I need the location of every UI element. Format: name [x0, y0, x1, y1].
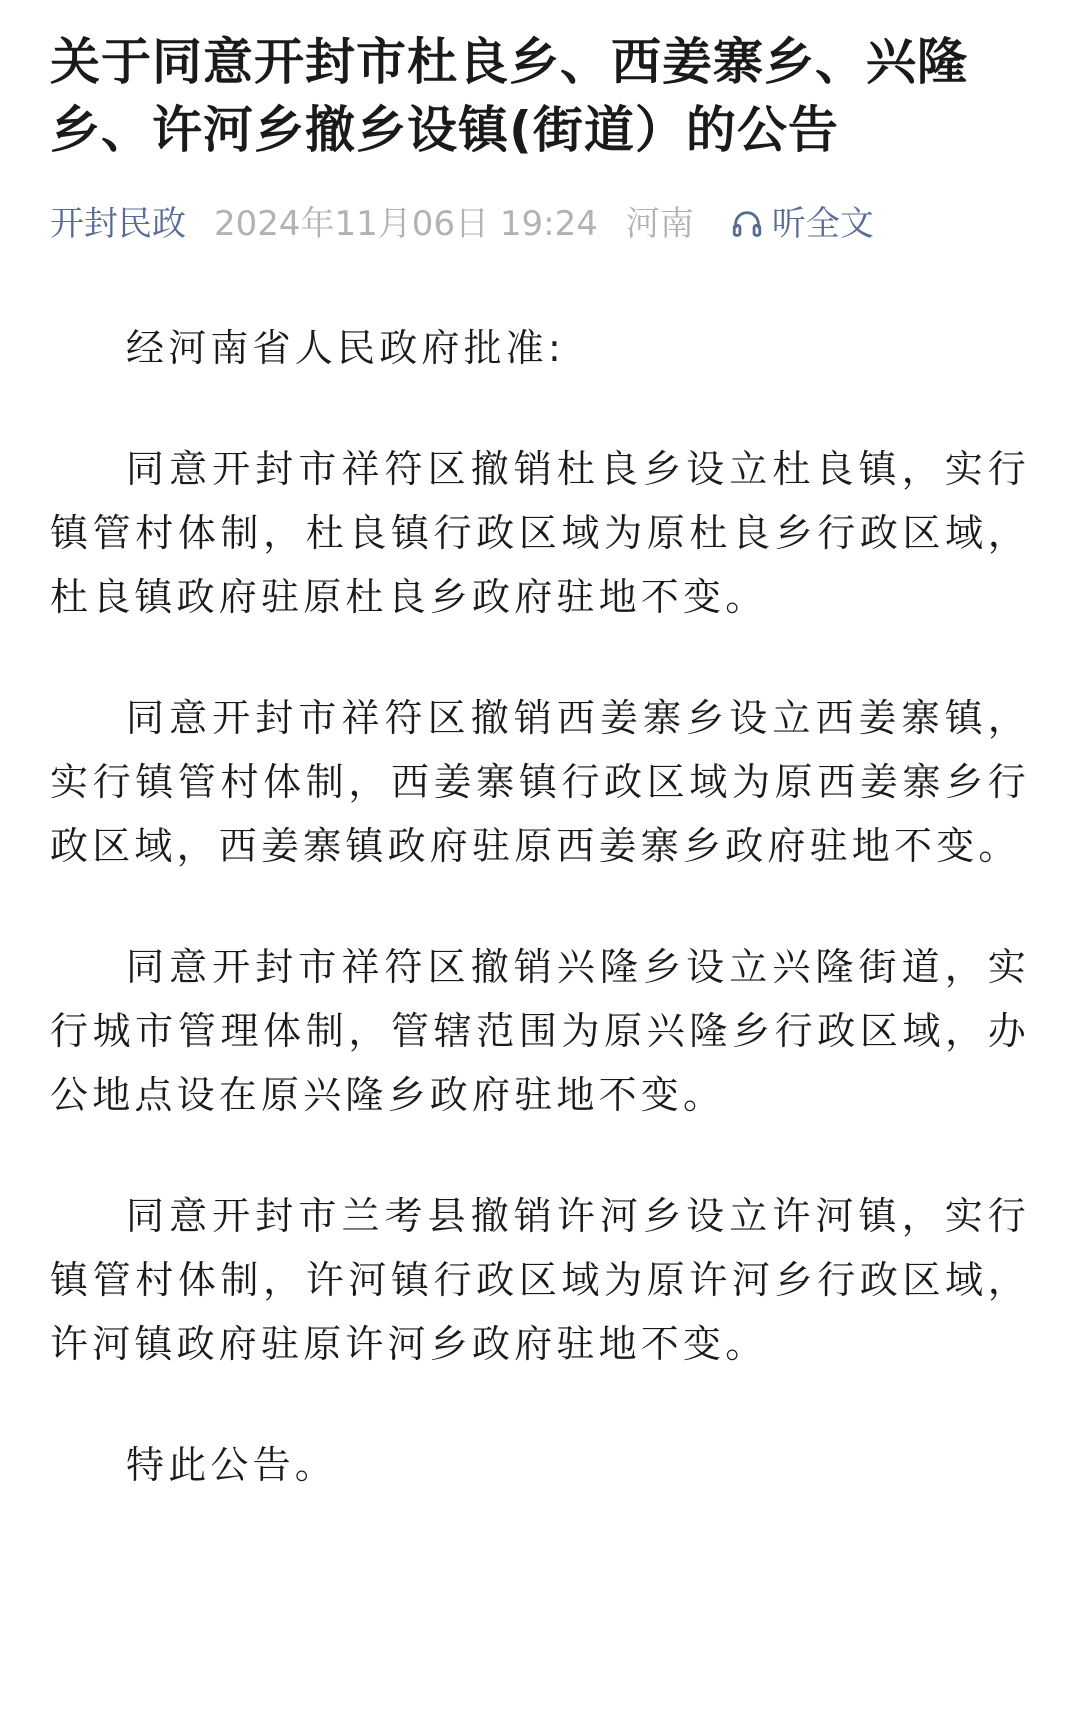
paragraph-xuhe: 同意开封市兰考县撤销许河乡设立许河镇，实行镇管村体制，许河镇行政区域为原许河乡行政区域，许河镇政府驻原许河乡政府驻地不变。: [50, 1194, 1030, 1366]
headphones-icon: [730, 207, 764, 241]
source-account-link[interactable]: 开封民政: [50, 204, 186, 244]
listen-full-text-button[interactable]: [730, 202, 874, 246]
article-title: 关于同意开封市杜良乡、西姜寨乡、兴隆乡、许河乡撤乡设镇(街道）的公告: [50, 33, 968, 159]
article-meta: [50, 202, 1030, 246]
publish-time: 2024年11月06日 19:24: [214, 204, 598, 244]
paragraph-xinglong: 同意开封市祥符区撤销兴隆乡设立兴隆街道，实行城市管理体制，管辖范围为原兴隆乡行政区域，办公地点设在原兴隆乡政府驻地不变。: [50, 945, 1030, 1117]
publish-region: 河南: [625, 204, 694, 244]
listen-label: 听全文: [771, 204, 874, 244]
paragraph-approval: 经河南省人民政府批准:: [126, 326, 566, 370]
paragraph-closing: 特此公告。: [126, 1443, 338, 1487]
paragraph-duliang: 同意开封市祥符区撤销杜良乡设立杜良镇，实行镇管村体制，杜良镇行政区域为原杜良乡行政区域，杜良镇政府驻原杜良乡政府驻地不变。: [50, 447, 1030, 619]
paragraph-xijiangzhai: 同意开封市祥符区撤销西姜寨乡设立西姜寨镇，实行镇管村体制，西姜寨镇行政区域为原西姜寨乡行政区域，西姜寨镇政府驻原西姜寨乡政府驻地不变。: [50, 696, 1030, 868]
article-content: [50, 316, 1030, 1497]
